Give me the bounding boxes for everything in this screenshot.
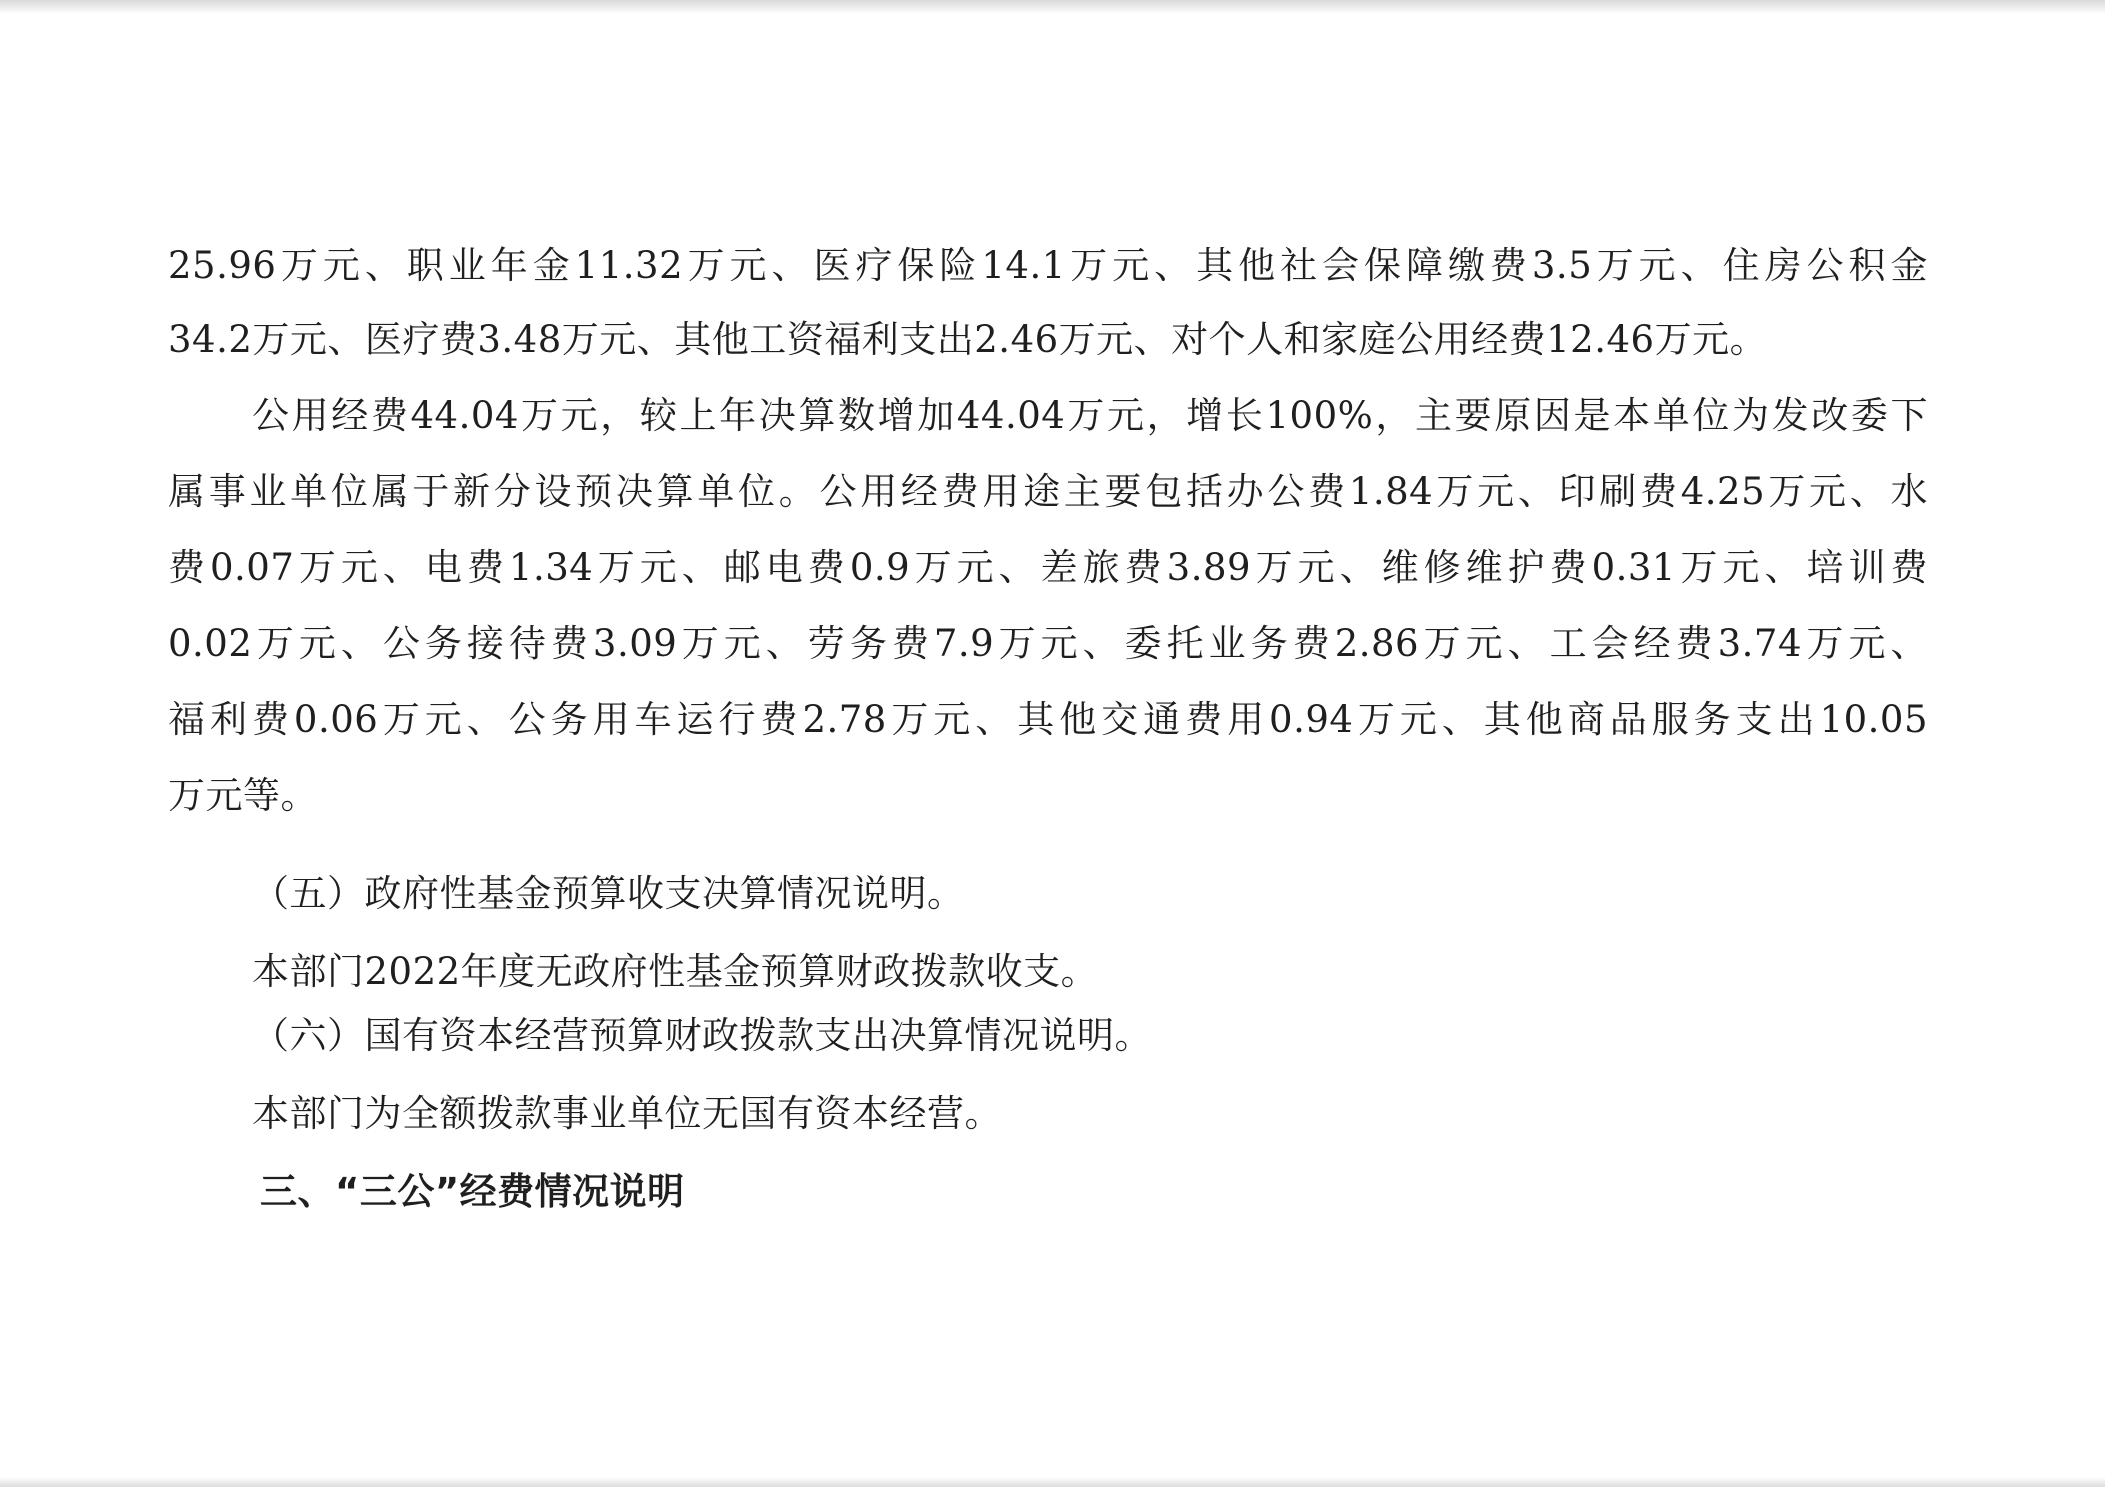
body-line: 本部门2022年度无政府性基金预算财政拨款收支。 bbox=[252, 950, 1099, 993]
body-line: 公用经费44.04万元，较上年决算数增加44.04万元，增长100%，主要原因是本单位为发改委下 bbox=[252, 394, 1928, 437]
body-line: 34.2万元、医疗费3.48万元、其他工资福利支出2.46万元、对个人和家庭公用经费12.46万元。 bbox=[168, 318, 1768, 361]
scan-edge-bottom bbox=[0, 1477, 2105, 1487]
subsection-heading: （五）政府性基金预算收支决算情况说明。 bbox=[252, 872, 965, 915]
body-line: 属事业单位属于新分设预决算单位。公用经费用途主要包括办公费1.84万元、印刷费4.25万元、水 bbox=[168, 470, 1928, 513]
scan-edge-top bbox=[0, 0, 2105, 14]
body-line: 0.02万元、公务接待费3.09万元、劳务费7.9万元、委托业务费2.86万元、工会经费3.74万元、 bbox=[168, 622, 1928, 665]
body-line: 万元等。 bbox=[168, 774, 318, 817]
section-heading: 三、“三公”经费情况说明 bbox=[260, 1170, 685, 1213]
subsection-heading: （六）国有资本经营预算财政拨款支出决算情况说明。 bbox=[252, 1014, 1152, 1057]
body-line: 费0.07万元、电费1.34万元、邮电费0.9万元、差旅费3.89万元、维修维护费0.31万元、培训费 bbox=[168, 546, 1928, 589]
body-line: 25.96万元、职业年金11.32万元、医疗保险14.1万元、其他社会保障缴费3.5万元、住房公积金 bbox=[168, 244, 1928, 287]
body-line: 福利费0.06万元、公务用车运行费2.78万元、其他交通费用0.94万元、其他商品服务支出10.05 bbox=[168, 698, 1928, 741]
body-line: 本部门为全额拨款事业单位无国有资本经营。 bbox=[252, 1092, 1002, 1135]
